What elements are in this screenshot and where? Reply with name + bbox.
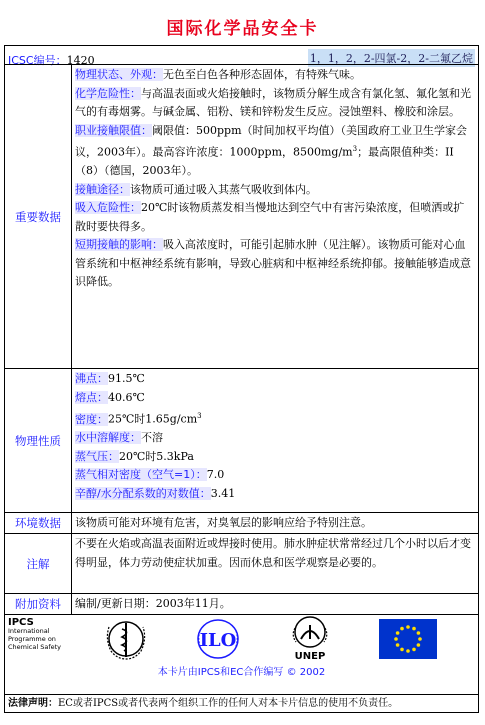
item-short-term-effects: 短期接触的影响：吸入高浓度时，可能引起肺水肿（见注解）。该物质可能对心血管系统和中枢神经系统有影响，导致心脏病和中枢神经系统抑郁。接触能够造成意识降低。 [75, 238, 471, 289]
svg-text:ILO: ILO [199, 630, 237, 651]
card-title: 国际化学品安全卡 [166, 19, 319, 39]
who-emblem-icon [103, 617, 149, 661]
icsc-row [5, 46, 478, 67]
notes-content: 不要在火焰或高温表面附近或焊接时使用。肺水肿症状常常经过几个小时以后才变得明显，体力劳动使症状加重。因而休息和医学观察是必要的。 [75, 537, 471, 569]
icsc-label: ICSC编号： [8, 54, 67, 67]
item-exposure-route: 接触途径：该物质可通过吸入其蒸气吸收到体内。 [75, 182, 317, 196]
physical-properties-label: 物理性质 [15, 433, 61, 448]
unep-emblem-icon [287, 615, 333, 655]
prop-vapour-pressure: 蒸气压：20℃时5.3kPa [75, 449, 194, 463]
item-exposure-limits: 职业接触限值：阈限值：500ppm（时间加权平均值）（美国政府工业卫生学家会议，2003年）。最高容许浓度：1000ppm，$8500mg/m^3$；最高限值种类：II（8）（德国，2003年）。 [75, 123, 468, 178]
ipcs-logo: IPCS International Programme on Chemical Safety [8, 617, 62, 651]
notes-label: 注解 [26, 556, 50, 571]
icsc-number: 1420 [66, 54, 95, 67]
chemical-name: 1，1，2，2-四氯-2，2-二氟乙烷 [308, 49, 475, 67]
important-data-content [72, 65, 478, 368]
prop-melting-point: 熔点：40.6℃ [75, 390, 145, 404]
important-data-label: 重要数据 [15, 209, 61, 224]
item-inhalation-hazard: 吸入危险性：20℃时该物质蒸发相当慢地达到空气中有害污染浓度，但喷洒或扩散时要快得多。 [75, 201, 465, 233]
legal-notice: 法律声明：EC或者IPCS或者代表两个组织工作的任何人对本卡片信息的使用不负责任。 [8, 698, 399, 709]
physical-properties-content [72, 369, 478, 512]
unep-label: UNEP [294, 651, 326, 662]
card-frame [4, 45, 479, 713]
prop-density: 密度：25℃时$1.65g/cm^3$ [75, 412, 202, 426]
prop-water-solubility: 水中溶解度：不溶 [75, 431, 163, 445]
additional-info-content: 编制/更新日期：2003年11月。 [75, 597, 231, 610]
cooperation-caption: 本卡片由IPCS和EC合作编写 © 2002 [157, 667, 326, 678]
item-appearance: 物理状态、外观：无色至白色各种形态固体，有特殊气味。 [75, 68, 361, 81]
item-chemical-hazard: 化学危险性：与高温表面或火焰接触时，该物质分解生成含有氯化氢、氟化氢和光气的有毒烟雾。与碱金属、铝粉、镁和锌粉发生反应。浸蚀塑料、橡胶和涂层。 [75, 86, 471, 118]
prop-boiling-point: 沸点：91.5℃ [75, 372, 145, 385]
eu-flag-icon [379, 619, 437, 659]
prop-vapour-density: 蒸气相对密度（空气=1）：7.0 [75, 468, 225, 482]
additional-info-label: 附加资料 [15, 597, 61, 611]
logos-row [5, 615, 478, 684]
environment-content: 该物质可能对环境有危害，对臭氧层的影响应给予特别注意。 [75, 516, 372, 529]
environment-label: 环境数据 [15, 516, 61, 530]
prop-log-kow: 辛醇/水分配系数的对数值：3.41 [75, 486, 236, 500]
ilo-emblem-icon [195, 617, 241, 661]
